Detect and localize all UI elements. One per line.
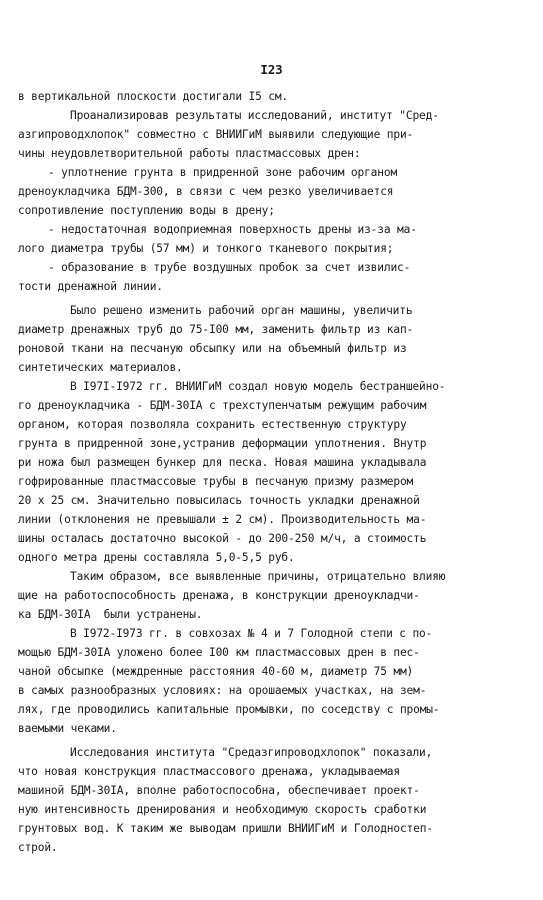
text-line: азгипроводхлопок" совместно с ВНИИГиМ выявили следующие при- bbox=[18, 128, 414, 141]
text-line: грунтовых вод. К таким же выводам пришли ВНИИГиМ и Голодностеп- bbox=[18, 822, 433, 835]
text-line: сопротивление поступлению воды в дрену; bbox=[18, 204, 275, 217]
text-line: 20 х 25 см. Значительно повысилась точность укладки дренажной bbox=[18, 494, 420, 507]
text-line: Исследования института "Средазгипроводхлопок" показали, bbox=[70, 746, 433, 759]
text-line: - образование в трубе воздушных пробок за счет извилис- bbox=[48, 261, 411, 274]
text-line: одного метра дрены составляла 5,0-5,5 руб. bbox=[18, 551, 295, 564]
text-line: Было решено изменить рабочий орган машины, увеличить bbox=[70, 304, 413, 317]
text-line: диаметр дренажных труб до 75-I00 мм, заменить фильтр из кап- bbox=[18, 323, 414, 336]
text-line: синтетических материалов. bbox=[18, 361, 183, 374]
text-line: В I97I-I972 гг. ВНИИГиМ создал новую модель бестраншейно- bbox=[70, 380, 446, 393]
text-line: ваемыми чеками. bbox=[18, 722, 117, 735]
text-line: шины осталась достаточно высокой - до 200-250 м/ч, а стоимость bbox=[18, 532, 427, 545]
text-line: чины неудовлетворительной работы пластмассовых дрен: bbox=[18, 147, 361, 160]
text-line: линии (отклонения не превышали ± 2 см). Производительность ма- bbox=[18, 513, 427, 526]
text-line: го дреноукладчика - БДМ-30IA с трехступенчатым режущим рабочим bbox=[18, 399, 427, 412]
text-line: органом, которая позволяла сохранить естественную структуру bbox=[18, 418, 407, 431]
text-line: лого диаметра трубы (57 мм) и тонкого тканевого покрытия; bbox=[18, 242, 394, 255]
text-line: Таким образом, все выявленные причины, отрицательно влияю bbox=[70, 570, 446, 583]
page-number: I23 bbox=[260, 62, 283, 77]
text-line: ри ножа был размещен бункер для песка. Новая машина укладывала bbox=[18, 456, 427, 469]
text-line: чаной обсыпке (междренные расстояния 40-60 м, диаметр 75 мм) bbox=[18, 665, 414, 678]
text-line: в вертикальной плоскости достигали I5 см. bbox=[18, 90, 289, 103]
text-line: тости дренажной линии. bbox=[18, 280, 163, 293]
text-line: лях, где проводились капитальные промывки, по соседству с промы- bbox=[18, 703, 440, 716]
text-line: В I972-I973 гг. в совхозах № 4 и 7 Голодной степи с по- bbox=[70, 627, 433, 640]
text-line: грунта в придренной зоне,устранив деформации уплотнения. Внутр bbox=[18, 437, 427, 450]
text-line: - недостаточная водоприемная поверхность дрены из-за ма- bbox=[48, 223, 417, 236]
text-line: ную интенсивность дренирования и необходимую скорость сработки bbox=[18, 803, 427, 816]
text-line: Проанализировав результаты исследований, институт "Сред- bbox=[70, 109, 439, 122]
text-line: строй. bbox=[18, 841, 58, 854]
text-line: машиной БДМ-30IA, вполне работоспособна, обеспечивает проект- bbox=[18, 784, 420, 797]
text-line: дреноукладчика БДМ-300, в связи с чем резко увеличивается bbox=[18, 185, 394, 198]
text-line: щие на работоспособность дренажа, в конструкции дреноукладчи- bbox=[18, 589, 420, 602]
text-line: гофрированные пластмассовые трубы в песчаную призму размером bbox=[18, 475, 414, 488]
text-line: мощью БДМ-30IA уложено более I00 км пластмассовых дрен в пес- bbox=[18, 646, 420, 659]
text-line: роновой ткани на песчаную обсыпку или на объемный фильтр из bbox=[18, 342, 407, 355]
text-line: в самых разнообразных условиях: на орошаемых участках, на зем- bbox=[18, 684, 427, 697]
text-line: - уплотнение грунта в придренной зоне рабочим органом bbox=[48, 166, 398, 179]
text-line: ка БДМ-30IA были устранены. bbox=[18, 608, 203, 621]
text-line: что новая конструкция пластмассового дренажа, укладываемая bbox=[18, 765, 400, 778]
